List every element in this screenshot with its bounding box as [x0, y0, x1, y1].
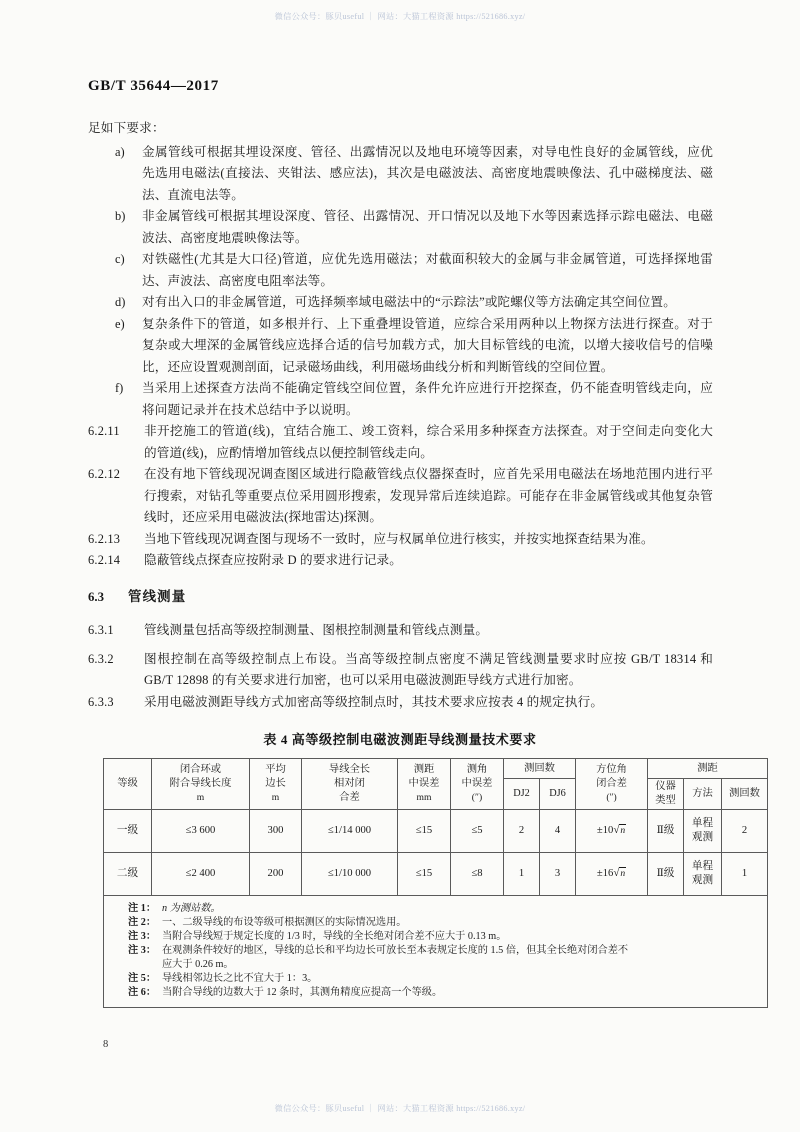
lead-line: 足如下要求： [88, 121, 165, 135]
list-text: 金属管线可根据其埋设深度、管径、出露情况以及地电环境等因素，对导电性良好的金属管线，应优先选用电磁法(直接法、夹钳法、感应法)，其次是电磁波法、高密度地震映像法、孔中磁梯度法、磁法、直流电法等。 [142, 144, 713, 202]
numbered-paragraph [88, 550, 713, 572]
cell-method: 单程 观测 [684, 853, 722, 896]
cell-relative-closure: ≤1/10 000 [302, 853, 398, 896]
paragraph-number: 6.2.11 [88, 424, 120, 438]
note-item: 注 2： 一、二级导线的布设等级可根据测区的实际情况选用。 [128, 917, 407, 928]
paragraph-text: 当地下管线现况调查图与现场不一致时，应与权属单位进行核实，并按实地探查结果为准。 [144, 531, 654, 546]
header-relative-closure: 导线全长 相对闭 合差 [302, 759, 398, 810]
note-item: 注 3： 在观测条件较好的地区，导线的总长和平均边长可放长至本表规定长度的 1.5 倍，但其全长绝对闭合差不 [128, 945, 629, 956]
cell-relative-closure: ≤1/14 000 [302, 810, 398, 853]
paragraph-text: 隐蔽管线点探查应按附录 D 的要求进行记录。 [144, 553, 402, 567]
cell-distance-error: ≤15 [398, 810, 451, 853]
cell-avg-side: 300 [250, 810, 302, 853]
paragraph-number: 6.3.1 [88, 623, 114, 637]
table-container [103, 758, 760, 1008]
paragraph-text: 采用电磁波测距导线方式加密高等级控制点时，其技术要求应按表 4 的规定执行。 [144, 694, 604, 709]
paragraph-text: 管线测量包括高等级控制测量、图根控制测量和管线点测量。 [144, 623, 489, 637]
section-title: 管线测量 [128, 588, 187, 604]
note-continuation: 应大于 0.26 m。 [162, 959, 234, 970]
cell-azimuth-closure: ±10 √ n [576, 810, 648, 853]
cell-instrument-type: Ⅱ级 [648, 853, 684, 896]
table-row [104, 853, 768, 896]
note-item: 注 3： 当附合导线短于规定长度的 1/3 时，导线的全长绝对闭合差不应大于 0.13 m。 [128, 931, 507, 942]
paragraph-text: 图根控制在高等级控制点上布设。当高等级控制点密度不满足管线测量要求时应按 GB/T 18314 和 GB/T 12898 的有关要求进行加密，也可以采用电磁波测距导线方式进行加密。 [144, 651, 713, 687]
watermark-top: 微信公众号：豚贝useful ｜ 网站：大猫工程资源 https://521686.xyz/ [274, 12, 526, 21]
cell-ranging-rounds: 1 [722, 853, 768, 896]
note-item: 注 1： n 为测站数。 [128, 903, 221, 914]
list-item [88, 142, 713, 207]
paragraph-number: 6.2.14 [88, 553, 121, 567]
list-text: 对铁磁性(尤其是大口径)管道，应优先选用磁法；对截面积较大的金属与非金属管道，可选择探地雷达、声波法、高密度电阻率法等。 [142, 252, 713, 288]
list-marker: d) [115, 295, 126, 309]
header-dj2: DJ2 [504, 779, 540, 810]
paragraph-text: 在没有地下管线现况调查图区域进行隐蔽管线点仪器探查时，应首先采用电磁法在场地范围内进行平行搜索，对钻孔等重要点位采用圆形搜索，发现异常后连续追踪。可能存在非金属管线或其他复杂管线时，还应采用电磁波法(探地雷达)探测。 [144, 467, 713, 524]
cell-angle-error: ≤8 [451, 853, 504, 896]
cell-method: 单程 观测 [684, 810, 722, 853]
list-text: 复杂条件下的管道，如多根并行、上下重叠埋设管道，应综合采用两种以上物探方法进行探查。对于复杂或大埋深的金属管线应选择合适的信号加载方式，加大目标管线的电流，以增大接收信号的信噪比，还应设置观测剖面，记录磁场曲线，利用磁场曲线分析和判断管线的空间位置。 [142, 316, 713, 374]
numbered-paragraph [88, 649, 713, 692]
cell-instrument-type: Ⅱ级 [648, 810, 684, 853]
page-number: 8 [103, 1039, 109, 1050]
header-rounds: 测回数 [504, 759, 576, 779]
numbered-paragraph [88, 620, 713, 642]
cell-ranging-rounds: 2 [722, 810, 768, 853]
cell-grade: 一级 [104, 810, 152, 853]
numbered-paragraph [88, 529, 713, 551]
section-heading [88, 586, 713, 609]
list-text: 当采用上述探查方法尚不能确定管线空间位置，条件允许应进行开挖探查，仍不能查明管线走向，应将问题记录并在技术总结中予以说明。 [142, 381, 713, 417]
header-grade: 等级 [104, 759, 152, 810]
cell-avg-side: 200 [250, 853, 302, 896]
list-item [88, 378, 713, 421]
cell-dj6: 4 [540, 810, 576, 853]
table-notes-row [104, 896, 768, 1008]
paragraph-number: 6.3.2 [88, 651, 114, 666]
list-item [88, 206, 713, 249]
cell-loop-length: ≤2 400 [152, 853, 250, 896]
header-instrument-type: 仪器 类型 [648, 779, 684, 810]
table-header-row [104, 759, 768, 779]
list-marker: b) [115, 209, 126, 223]
numbered-paragraph [88, 421, 713, 464]
cell-dj2: 1 [504, 853, 540, 896]
cell-dj6: 3 [540, 853, 576, 896]
list-marker: f) [115, 381, 124, 395]
section-number: 6.3 [88, 589, 104, 604]
cell-grade: 二级 [104, 853, 152, 896]
cell-angle-error: ≤5 [451, 810, 504, 853]
document-body [88, 118, 713, 713]
standard-code: GB/T 35644—2017 [88, 78, 219, 94]
note-item: 注 6： 当附合导线的边数大于 12 条时，其测角精度应提高一个等级。 [128, 987, 443, 998]
list-marker: e) [115, 316, 125, 331]
header-avg-side: 平均 边长 m [250, 759, 302, 810]
header-ranging: 测距 [648, 759, 768, 779]
spec-table [103, 758, 768, 1008]
header-ranging-rounds: 测回数 [722, 779, 768, 810]
list-item [88, 249, 713, 292]
list-marker: a) [115, 144, 125, 159]
paragraph-number: 6.2.13 [88, 531, 121, 546]
cell-azimuth-closure: ±16 √ n [576, 853, 648, 896]
table-caption: 表 4 高等级控制电磁波测距导线测量技术要求 [263, 732, 537, 747]
header-dj6: DJ6 [540, 779, 576, 810]
numbered-paragraph [88, 692, 713, 714]
header-method: 方法 [684, 779, 722, 810]
header-angle-error: 测角 中误差 (″) [451, 759, 504, 810]
table-notes [104, 896, 768, 1008]
paragraph-number: 6.2.12 [88, 467, 121, 481]
list-text: 非金属管线可根据其埋设深度、管径、出露情况、开口情况以及地下水等因素选择示踪电磁法、电磁波法、高密度地震映像法等。 [142, 209, 713, 245]
list-item [88, 314, 713, 379]
paragraph-text: 非开挖施工的管道(线)，宜结合施工、竣工资料，综合采用多种探查方法探查。对于空间走向变化大的管道(线)，应酌情增加管线点以便控制管线走向。 [144, 424, 713, 460]
list-marker: c) [115, 252, 125, 266]
numbered-paragraph [88, 464, 713, 529]
watermark-bottom: 微信公众号：豚贝useful ｜ 网站：大猫工程资源 https://521686.xyz/ [274, 1104, 526, 1113]
note-item: 注 5： 导线相邻边长之比不宜大于 1：3。 [128, 973, 318, 984]
list-item [88, 292, 713, 314]
header-distance-error: 测距 中误差 mm [398, 759, 451, 810]
cell-loop-length: ≤3 600 [152, 810, 250, 853]
header-loop-length: 闭合环或 附合导线长度 m [152, 759, 250, 810]
cell-dj2: 2 [504, 810, 540, 853]
cell-distance-error: ≤15 [398, 853, 451, 896]
paragraph-number: 6.3.3 [88, 694, 114, 709]
table-row [104, 810, 768, 853]
header-azimuth-closure: 方位角 闭合差 (″) [576, 759, 648, 810]
list-text: 对有出入口的非金属管道，可选择频率域电磁法中的“示踪法”或陀螺仪等方法确定其空间位置。 [142, 295, 676, 309]
